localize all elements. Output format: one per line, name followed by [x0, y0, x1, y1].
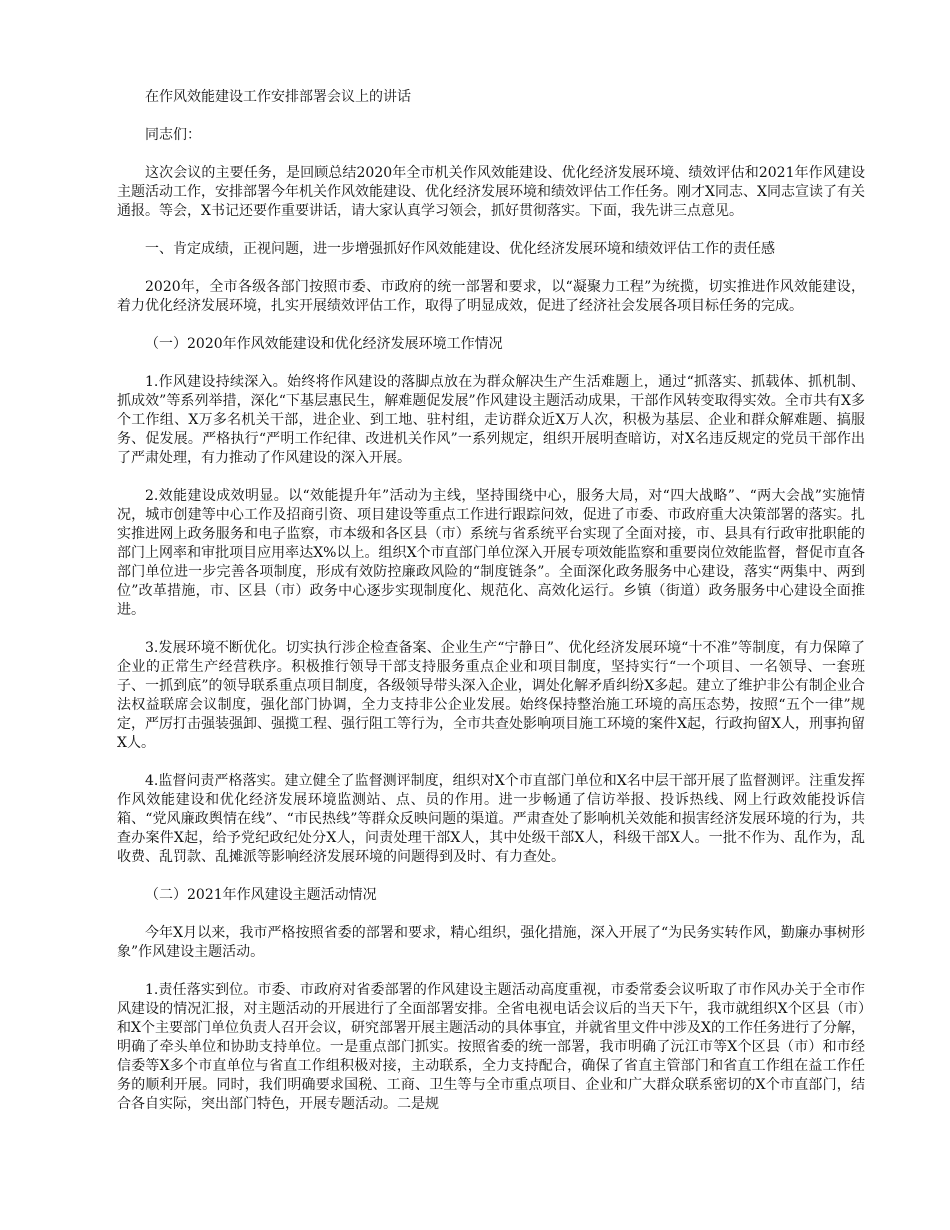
section-heading: 一、肯定成绩，正视问题，进一步增强抓好作风效能建设、优化经济发展环境和绩效评估工作的责任感: [145, 241, 775, 257]
body-paragraph: 4.监督问责严格落实。建立健全了监督测评制度，组织对X个市直部门单位和X名中层干部开展了监督测评。注重发挥作风效能建设和优化经济发展环境监测站、点、员的作用。进一步畅通了信访举报、投诉热线、网上行政效能投诉信箱、“党风廉政舆情在线”、“市民热线”等群众反映问题的渠道。严肃查处了影响机关效能和损害经济发展环境的行为，共查办案件X起，给予党纪政纪处分X人，问责处理干部X人，其中处级干部X人，科级干部X人。一批不作为、乱作为，乱收费、乱罚款、乱摊派等影响经济发展环境的问题得到及时、有力查处。: [117, 773, 865, 865]
body-paragraph: 3.发展环境不断优化。切实执行涉企检查备案、企业生产“宁静日”、优化经济发展环境“十不准”等制度，有力保障了企业的正常生产经营秩序。积极推行领导干部支持服务重点企业和项目制度，坚持实行“一个项目、一名领导、一套班子、一抓到底”的领导联系重点项目制度，各级领导带头深入企业，调处化解矛盾纠纷X多起。建立了维护非公有制企业合法权益联席会议制度，强化部门协调，全力支持非公企业发展。始终保持整治施工环境的高压态势，按照“五个一律”规定，严厉打击强装强卸、强揽工程、强行阻工等行为，全市共查处影响项目施工环境的案件X起，行政拘留X人，刑事拘留X人。: [117, 640, 865, 751]
section-intro-paragraph: 2020年，全市各级各部门按照市委、市政府的统一部署和要求，以“凝聚力工程”为统揽，切实推进作风效能建设，着力优化经济发展环境，扎实开展绩效评估工作，取得了明显成效，促进了经济社会发展各项目标任务的完成。: [117, 279, 865, 314]
document-title: 在作风效能建设工作安排部署会议上的讲话: [145, 89, 411, 105]
body-paragraph: 2.效能建设成效明显。以“效能提升年”活动为主线，坚持围绕中心，服务大局，对“四大战略”、“两大会战”实施情况，城市创建等中心工作及招商引资、项目建设等重点工作进行跟踪问效，促进了市委、市政府重大决策部署的落实。扎实推进网上政务服务和电子监察，市本级和各区县（市）系统与省系统平台实现了全面对接，市、县具有行政审批职能的部门上网率和审批项目应用率达X%以上。组织X个市直部门单位深入开展专项效能监察和重要岗位效能监督，督促市直各部门单位进一步完善各项制度，形成有效防控廉政风险的“制度链条”。全面深化政务服务中心建设，落实“两集中、两到位”改革措施，市、区县（市）政务中心逐步实现制度化、规范化、高效化运行。乡镇（街道）政务服务中心建设全面推进。: [117, 488, 865, 618]
body-paragraph: 今年X月以来，我市严格按照省委的部署和要求，精心组织，强化措施，深入开展了“为民务实转作风，勤廉办事树形象”作风建设主题活动。: [117, 925, 865, 960]
body-paragraph: 1.作风建设持续深入。始终将作风建设的落脚点放在为群众解决生产生活难题上，通过“抓落实、抓载体、抓机制、抓成效”等系列举措，深化“下基层惠民生，解难题促发展”作风建设主题活动成果，干部作风转变取得实效。全市共有X多个工作组、X万多名机关干部，进企业、到工地、驻村组，走访群众近X万人次，积极为基层、企业和群众解难题、搞服务、促发展。严格执行“严明工作纪律、改进机关作风”一系列规定，组织开展明查暗访，对X名违反规定的党员干部作出了严肃处理，有力推动了作风建设的深入开展。: [117, 374, 865, 466]
salutation: 同志们：: [145, 127, 201, 143]
subsection-heading: （二）2021年作风建设主题活动情况: [145, 887, 377, 903]
subsection-heading: （一）2020年作风效能建设和优化经济发展环境工作情况: [145, 336, 503, 352]
intro-paragraph: 这次会议的主要任务，是回顾总结2020年全市机关作风效能建设、优化经济发展环境、绩效评估和2021年作风建设主题活动工作，安排部署今年机关作风效能建设、优化经济发展环境和绩效评估工作任务。刚才X同志、X同志宣读了有关通报。等会，X书记还要作重要讲话，请大家认真学习领会，抓好贯彻落实。下面，我先讲三点意见。: [117, 165, 865, 219]
body-paragraph: 1.责任落实到位。市委、市政府对省委部署的作风建设主题活动高度重视，市委常委会议听取了市作风办关于全市作风建设的情况汇报，对主题活动的开展进行了全面部署安排。全省电视电话会议后的当天下午，我市就组织X个区县（市）和X个主要部门单位负责人召开会议，研究部署开展主题活动的具体事宜，并就省里文件中涉及X的工作任务进行了分解，明确了牵头单位和协助支持单位。一是重点部门抓实。按照省委的统一部署，我市明确了沅江市等X个区县（市）和市经信委等X多个市直单位与省直工作组积极对接，主动联系，全力支持配合，确保了省直主管部门和省直工作组在益工作任务的顺利开展。同时，我们明确要求国税、工商、卫生等与全市重点项目、企业和广大群众联系密切的X个市直部门，结合各自实际，突出部门特色，开展专题活动。二是规: [117, 982, 865, 1112]
